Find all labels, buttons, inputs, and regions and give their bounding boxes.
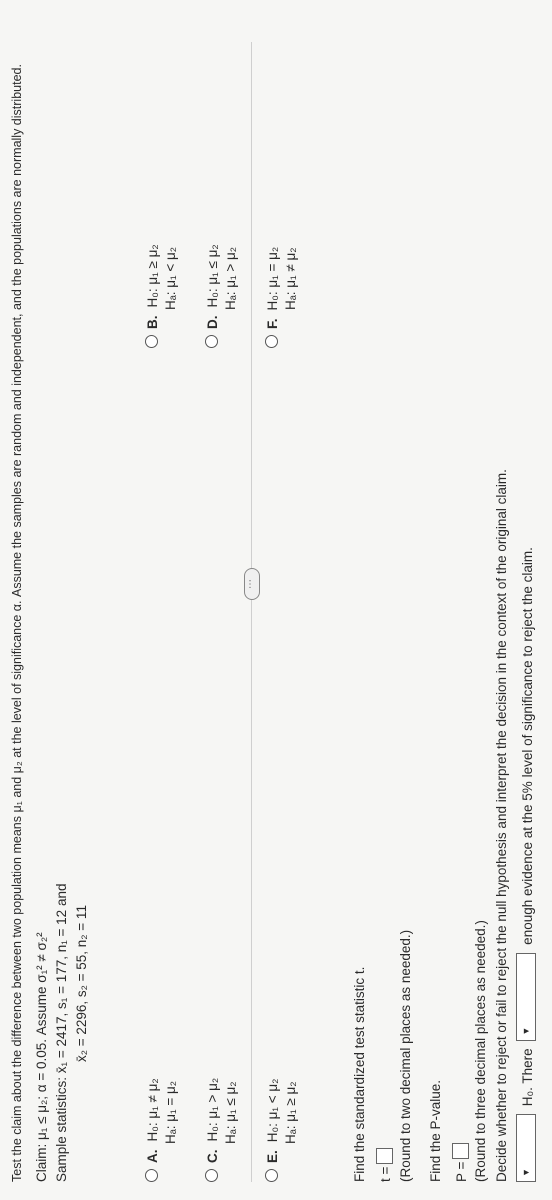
option-letter: F.	[265, 318, 280, 329]
option-e[interactable]	[264, 1079, 300, 1182]
is-isnot-dropdown[interactable]	[516, 953, 536, 1041]
more-button[interactable]: ⋯	[244, 568, 260, 600]
option-ha: Hₐ: μ₁ ≠ μ₂	[283, 247, 298, 310]
option-ha: Hₐ: μ₁ ≤ μ₂	[223, 1081, 238, 1144]
option-h0: H₀: μ₁ < μ₂	[265, 1078, 280, 1143]
option-ha: Hₐ: μ₁ > μ₂	[223, 246, 238, 310]
option-h0: H₀: μ₁ ≠ μ₂	[145, 1078, 160, 1142]
sample-stats-line1: Sample statistics: x̄₁ = 2417, s₁ = 177, n₁ = 12 and	[54, 883, 69, 1182]
tstat-row	[376, 1148, 393, 1182]
option-letter: C.	[205, 1149, 220, 1163]
question-intro: Test the claim about the difference between two population means μ₁ and μ₂ at the level of significance α. Assume the samples are random and independent, and the populations are normally distributed.	[10, 64, 24, 1182]
pvalue-input[interactable]	[452, 1143, 469, 1159]
radio-icon[interactable]	[265, 335, 278, 348]
radio-icon[interactable]	[145, 1169, 158, 1182]
dropdown-arrow-icon: ▼	[521, 1168, 531, 1177]
option-h0: H₀: μ₁ = μ₂	[265, 246, 280, 311]
option-f[interactable]	[264, 247, 300, 348]
option-d[interactable]	[204, 244, 240, 348]
option-letter: E.	[265, 1150, 280, 1163]
decision-evidence-text: enough evidence at the 5% level of significance to reject the claim.	[520, 547, 535, 945]
claim-text: Claim: μ₁ ≤ μ₂; α = 0.05. Assume σ₁² ≠ σ₂²	[34, 932, 49, 1182]
pvalue-prompt: Find the P-value.	[428, 1079, 443, 1182]
decision-h0-text: H₀. There	[520, 1048, 535, 1107]
option-h0: H₀: μ₁ > μ₂	[205, 1077, 220, 1142]
option-ha: Hₐ: μ₁ ≥ μ₂	[283, 1081, 298, 1144]
sample-stats-line2: x̄₂ = 2296, s₂ = 55, n₂ = 11	[74, 905, 89, 1062]
option-ha: Hₐ: μ₁ = μ₂	[163, 1080, 178, 1144]
tstat-input[interactable]	[376, 1148, 393, 1164]
dropdown-arrow-icon: ▼	[521, 1026, 531, 1036]
option-ha: Hₐ: μ₁ < μ₂	[163, 246, 178, 310]
radio-icon[interactable]	[205, 1169, 218, 1182]
option-c[interactable]	[204, 1078, 240, 1182]
option-letter: D.	[205, 315, 220, 329]
option-h0: H₀: μ₁ ≥ μ₂	[145, 244, 160, 308]
radio-icon[interactable]	[265, 1169, 278, 1182]
pvalue-note: (Round to three decimal places as needed.)	[473, 920, 488, 1182]
option-h0: H₀: μ₁ ≤ μ₂	[205, 244, 220, 308]
pvalue-row	[452, 1143, 469, 1182]
pvalue-label: P =	[454, 1161, 469, 1182]
reject-dropdown[interactable]	[516, 1114, 536, 1182]
option-a[interactable]	[144, 1078, 180, 1182]
option-letter: A.	[145, 1149, 160, 1163]
section-divider	[251, 42, 252, 1182]
radio-icon[interactable]	[145, 335, 158, 348]
radio-icon[interactable]	[205, 335, 218, 348]
decision-row	[516, 547, 536, 1182]
option-letter: B.	[145, 315, 160, 329]
tstat-label: t =	[378, 1166, 393, 1182]
tstat-prompt: Find the standardized test statistic t.	[352, 966, 367, 1182]
option-b[interactable]	[144, 244, 180, 348]
tstat-note: (Round to two decimal places as needed.)	[398, 929, 413, 1182]
decision-prompt: Decide whether to reject or fail to reject the null hypothesis and interpret the decision in the context of the original claim.	[494, 469, 509, 1182]
